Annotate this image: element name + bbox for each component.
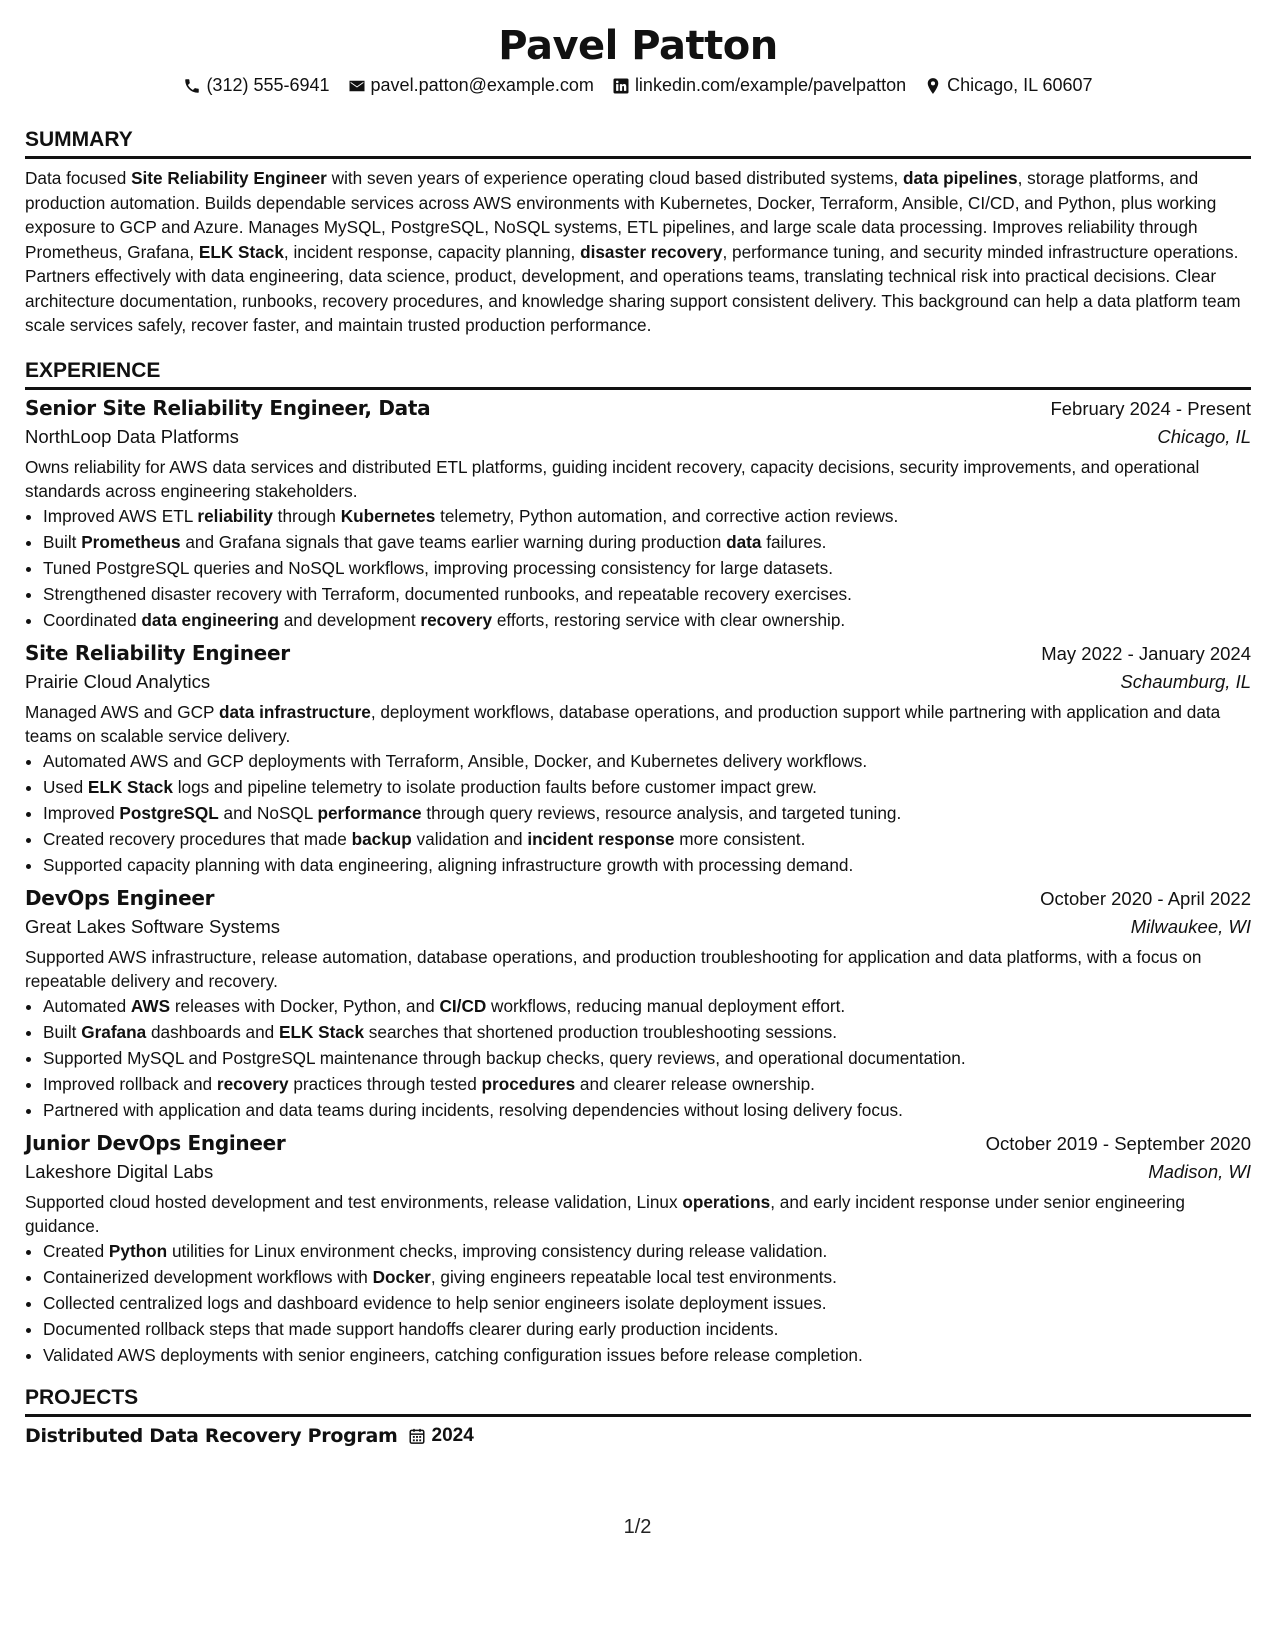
job-bullets <box>25 748 1251 878</box>
calendar-icon <box>408 1427 426 1445</box>
job-description: Supported AWS infrastructure, release automation, database operations, and production troubleshooting for application and data platforms, with a focus on repeatable delivery and recovery. <box>25 946 1202 991</box>
job-bullets <box>25 993 1251 1123</box>
bullet-item: • Created Python utilities for Linux environment checks, improving consistency during release validation. <box>43 1238 1251 1264</box>
job-location: Madison, WI <box>1148 1160 1251 1182</box>
bullet-item: • Validated AWS deployments with senior engineers, catching configuration issues before release completion. <box>43 1342 1251 1368</box>
envelope-icon <box>348 77 366 95</box>
bullet-item: • Strengthened disaster recovery with Terraform, documented runbooks, and repeatable recovery exercises. <box>43 581 1251 607</box>
project-year <box>408 1425 474 1447</box>
phone-icon <box>183 77 201 95</box>
bullet-item: • Improved PostgreSQL and NoSQL performance through query reviews, resource analysis, and targeted tuning. <box>43 800 1251 826</box>
job-entry <box>25 886 1251 1123</box>
resume-page <box>25 0 1251 1447</box>
candidate-name: Pavel Patton <box>498 23 778 69</box>
bullet-item: • Automated AWS releases with Docker, Python, and CI/CD workflows, reducing manual deployment effort. <box>43 993 1251 1019</box>
bullet-item: • Built Grafana dashboards and ELK Stack searches that shortened production troubleshooting sessions. <box>43 1019 1251 1045</box>
job-dates: October 2020 - April 2022 <box>1040 887 1251 909</box>
project-title: Distributed Data Recovery Program <box>25 1424 398 1447</box>
bullet-item: • Collected centralized logs and dashboard evidence to help senior engineers isolate deployment issues. <box>43 1290 1251 1316</box>
experience-heading: EXPERIENCE <box>25 359 1251 390</box>
contact-location <box>924 75 1092 96</box>
page-number: 1/2 <box>623 1516 652 1538</box>
bullet-item: • Improved AWS ETL reliability through Kubernetes telemetry, Python automation, and corrective action reviews. <box>43 503 1251 529</box>
email-text: pavel.patton@example.com <box>370 75 594 95</box>
bullet-item: • Supported capacity planning with data engineering, aligning infrastructure growth with processing demand. <box>43 852 1251 878</box>
bullet-item: • Improved rollback and recovery practices through tested procedures and clearer release ownership. <box>43 1071 1251 1097</box>
contact-linkedin[interactable] <box>612 75 906 96</box>
job-title: Site Reliability Engineer <box>25 640 290 665</box>
map-pin-icon <box>924 77 942 95</box>
linkedin-icon <box>612 77 630 95</box>
bullet-item: • Coordinated data engineering and development recovery efforts, restoring service with clear ownership. <box>43 607 1251 633</box>
bullet-item: • Documented rollback steps that made support handoffs clearer during early production incidents. <box>43 1316 1251 1342</box>
linkedin-text: linkedin.com/example/pavelpatton <box>634 75 907 95</box>
bullet-item: • Created recovery procedures that made backup validation and incident response more consistent. <box>43 826 1251 852</box>
contact-phone[interactable] <box>183 75 329 96</box>
project-year-text: 2024 <box>431 1424 474 1446</box>
company-name: Lakeshore Digital Labs <box>25 1160 214 1182</box>
company-name: NorthLoop Data Platforms <box>25 425 239 447</box>
bullet-item: • Built Prometheus and Grafana signals that gave teams earlier warning during production data failures. <box>43 529 1251 555</box>
company-name: Prairie Cloud Analytics <box>25 670 211 692</box>
bullet-item: • Partnered with application and data teams during incidents, resolving dependencies without losing delivery focus. <box>43 1097 1251 1123</box>
job-dates: October 2019 - September 2020 <box>985 1132 1251 1154</box>
company-name: Great Lakes Software Systems <box>25 915 280 937</box>
job-description: Supported cloud hosted development and test environments, release validation, Linux operations, and early incident response under senior engineering guidance. <box>25 1191 1185 1236</box>
job-title: Junior DevOps Engineer <box>25 1130 286 1155</box>
bullet-item: • Used ELK Stack logs and pipeline telemetry to isolate production faults before customer impact grew. <box>43 774 1251 800</box>
job-entry <box>25 641 1251 878</box>
job-bullets <box>25 503 1251 633</box>
job-dates: February 2024 - Present <box>1050 397 1251 419</box>
location-text: Chicago, IL 60607 <box>947 75 1093 95</box>
job-location: Milwaukee, WI <box>1130 915 1251 937</box>
job-description: Managed AWS and GCP data infrastructure, deployment workflows, database operations, and production support while partnering with application and data teams on scalable service delivery. <box>25 701 1221 746</box>
contact-email[interactable] <box>348 75 594 96</box>
contact-bar <box>25 75 1251 96</box>
job-location: Chicago, IL <box>1157 425 1251 447</box>
phone-text: (312) 555-6941 <box>206 75 330 95</box>
job-description: Owns reliability for AWS data services and distributed ETL platforms, guiding incident recovery, capacity decisions, security improvements, and operational standards across engineering stakeholders. <box>25 456 1200 501</box>
bullet-item: • Supported MySQL and PostgreSQL maintenance through backup checks, query reviews, and operational documentation. <box>43 1045 1251 1071</box>
job-location: Schaumburg, IL <box>1120 670 1251 692</box>
projects-heading: PROJECTS <box>25 1386 1251 1417</box>
job-dates: May 2022 - January 2024 <box>1041 642 1251 664</box>
summary-heading: SUMMARY <box>25 128 1251 159</box>
project-entry <box>25 1425 1251 1447</box>
job-entry <box>25 396 1251 633</box>
job-title: Senior Site Reliability Engineer, Data <box>25 395 431 420</box>
job-bullets <box>25 1238 1251 1368</box>
bullet-item: • Tuned PostgreSQL queries and NoSQL workflows, improving processing consistency for large datasets. <box>43 555 1251 581</box>
bullet-item: • Automated AWS and GCP deployments with Terraform, Ansible, Docker, and Kubernetes delivery workflows. <box>43 748 1251 774</box>
job-entry <box>25 1131 1251 1368</box>
summary-text: Data focused Site Reliability Engineer with seven years of experience operating cloud based distributed systems, data pipelines, storage platforms, and production automation. Builds dependable services across AWS environments with Kubernetes, Docker, Terraform, Ansible, CI/CD, and Python, plus working exposure to GCP and Azure. Manages MySQL, PostgreSQL, NoSQL systems, ETL pipelines, and large scale data processing. Improves reliability through Prometheus, Grafana, ELK Stack, incident response, capacity planning, disaster recovery, performance tuning, and security minded infrastructure operations. Partners effectively with data engineering, data science, product, development, and operations teams, translating technical risk into practical decisions. Clear architecture documentation, runbooks, recovery procedures, and knowledge sharing support consistent delivery. This background can help a data platform team scale services safely, recover faster, and maintain trusted production performance. <box>25 168 1241 335</box>
bullet-item: • Containerized development workflows with Docker, giving engineers repeatable local test environments. <box>43 1264 1251 1290</box>
job-title: DevOps Engineer <box>25 885 215 910</box>
